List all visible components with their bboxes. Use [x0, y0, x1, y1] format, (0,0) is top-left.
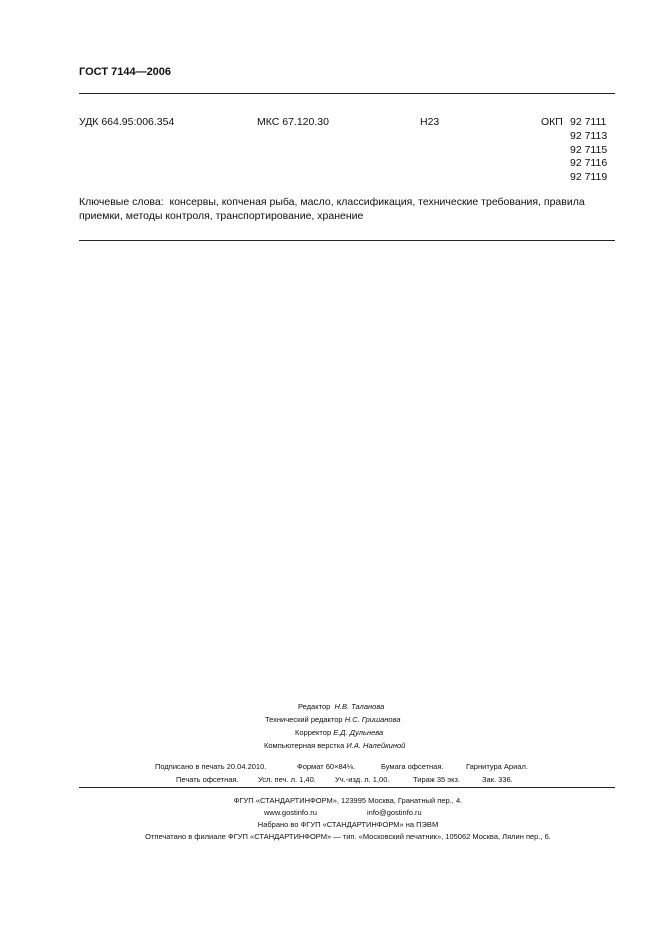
okp-code: 92 7116 [570, 157, 608, 170]
credit-role: Редактор [298, 702, 331, 711]
credit-name: Н.С. Гришанова [344, 715, 401, 724]
udk-code: УДК 664.95:006.354 [79, 116, 175, 128]
group-code: Н23 [420, 116, 440, 128]
keywords-rule [79, 240, 615, 241]
credit-name: Е.Д. Дульнева [333, 728, 384, 737]
credit-line [298, 702, 384, 711]
okp-code: 92 7119 [570, 170, 608, 183]
credit-line [295, 728, 383, 737]
credit-line [265, 715, 401, 724]
publisher-printed: Отпечатано в филиале ФГУП «СТАНДАРТИНФОРМ» — тип. «Московский печатник», 105062 Москва, Лялин пер., 6. [145, 832, 551, 841]
publisher-site[interactable]: www.gostinfo.ru [264, 808, 317, 817]
credit-role: Технический редактор [265, 715, 343, 724]
credit-role: Корректор [295, 728, 332, 737]
credit-name: Н.В. Таланова [334, 702, 385, 711]
document-header: ГОСТ 7144—2006 [79, 66, 172, 78]
okp-label: ОКП [541, 116, 563, 128]
keywords [79, 195, 619, 223]
print-run: Тираж 35 экз. [413, 775, 461, 784]
keywords-label: Ключевые слова: [79, 196, 164, 208]
print-paper: Бумага офсетная. [381, 762, 444, 771]
credit-role: Компьютерная верстка [264, 741, 345, 750]
credit-name: И.А. Налейкиной [346, 741, 406, 750]
print-signed: Подписано в печать 20.04.2010. [155, 762, 267, 771]
okp-code: 92 7113 [570, 130, 608, 142]
print-typeface: Гарнитура Ариал. [466, 762, 528, 771]
okp-code: 92 7111 [570, 116, 607, 128]
print-sheets: Усл. печ. л. 1,40. [258, 775, 316, 784]
okp-code-list [570, 130, 607, 184]
credit-line [264, 741, 405, 750]
header-rule [79, 93, 615, 94]
footer-rule [79, 787, 615, 788]
print-pub-sheets: Уч.-изд. л. 1,00. [335, 775, 390, 784]
publisher-email[interactable]: info@gostinfo.ru [367, 808, 422, 817]
print-format: Формат 60×84⅛. [297, 762, 356, 771]
okp-code: 92 7115 [570, 143, 608, 156]
print-method: Печать офсетная. [176, 775, 239, 784]
mks-code: МКС 67.120.30 [257, 116, 329, 128]
publisher-typeset: Набрано во ФГУП «СТАНДАРТИНФОРМ» на ПЭВМ [257, 820, 439, 829]
keywords-text: консервы, копченая рыба, масло, классификация, технические требования, правила приемки, методы контроля, транспортирование, хранение [79, 196, 585, 222]
publisher-address: ФГУП «СТАНДАРТИНФОРМ», 123995 Москва, Гранатный пер., 4. [233, 796, 463, 805]
print-order: Зак. 336. [482, 775, 513, 784]
